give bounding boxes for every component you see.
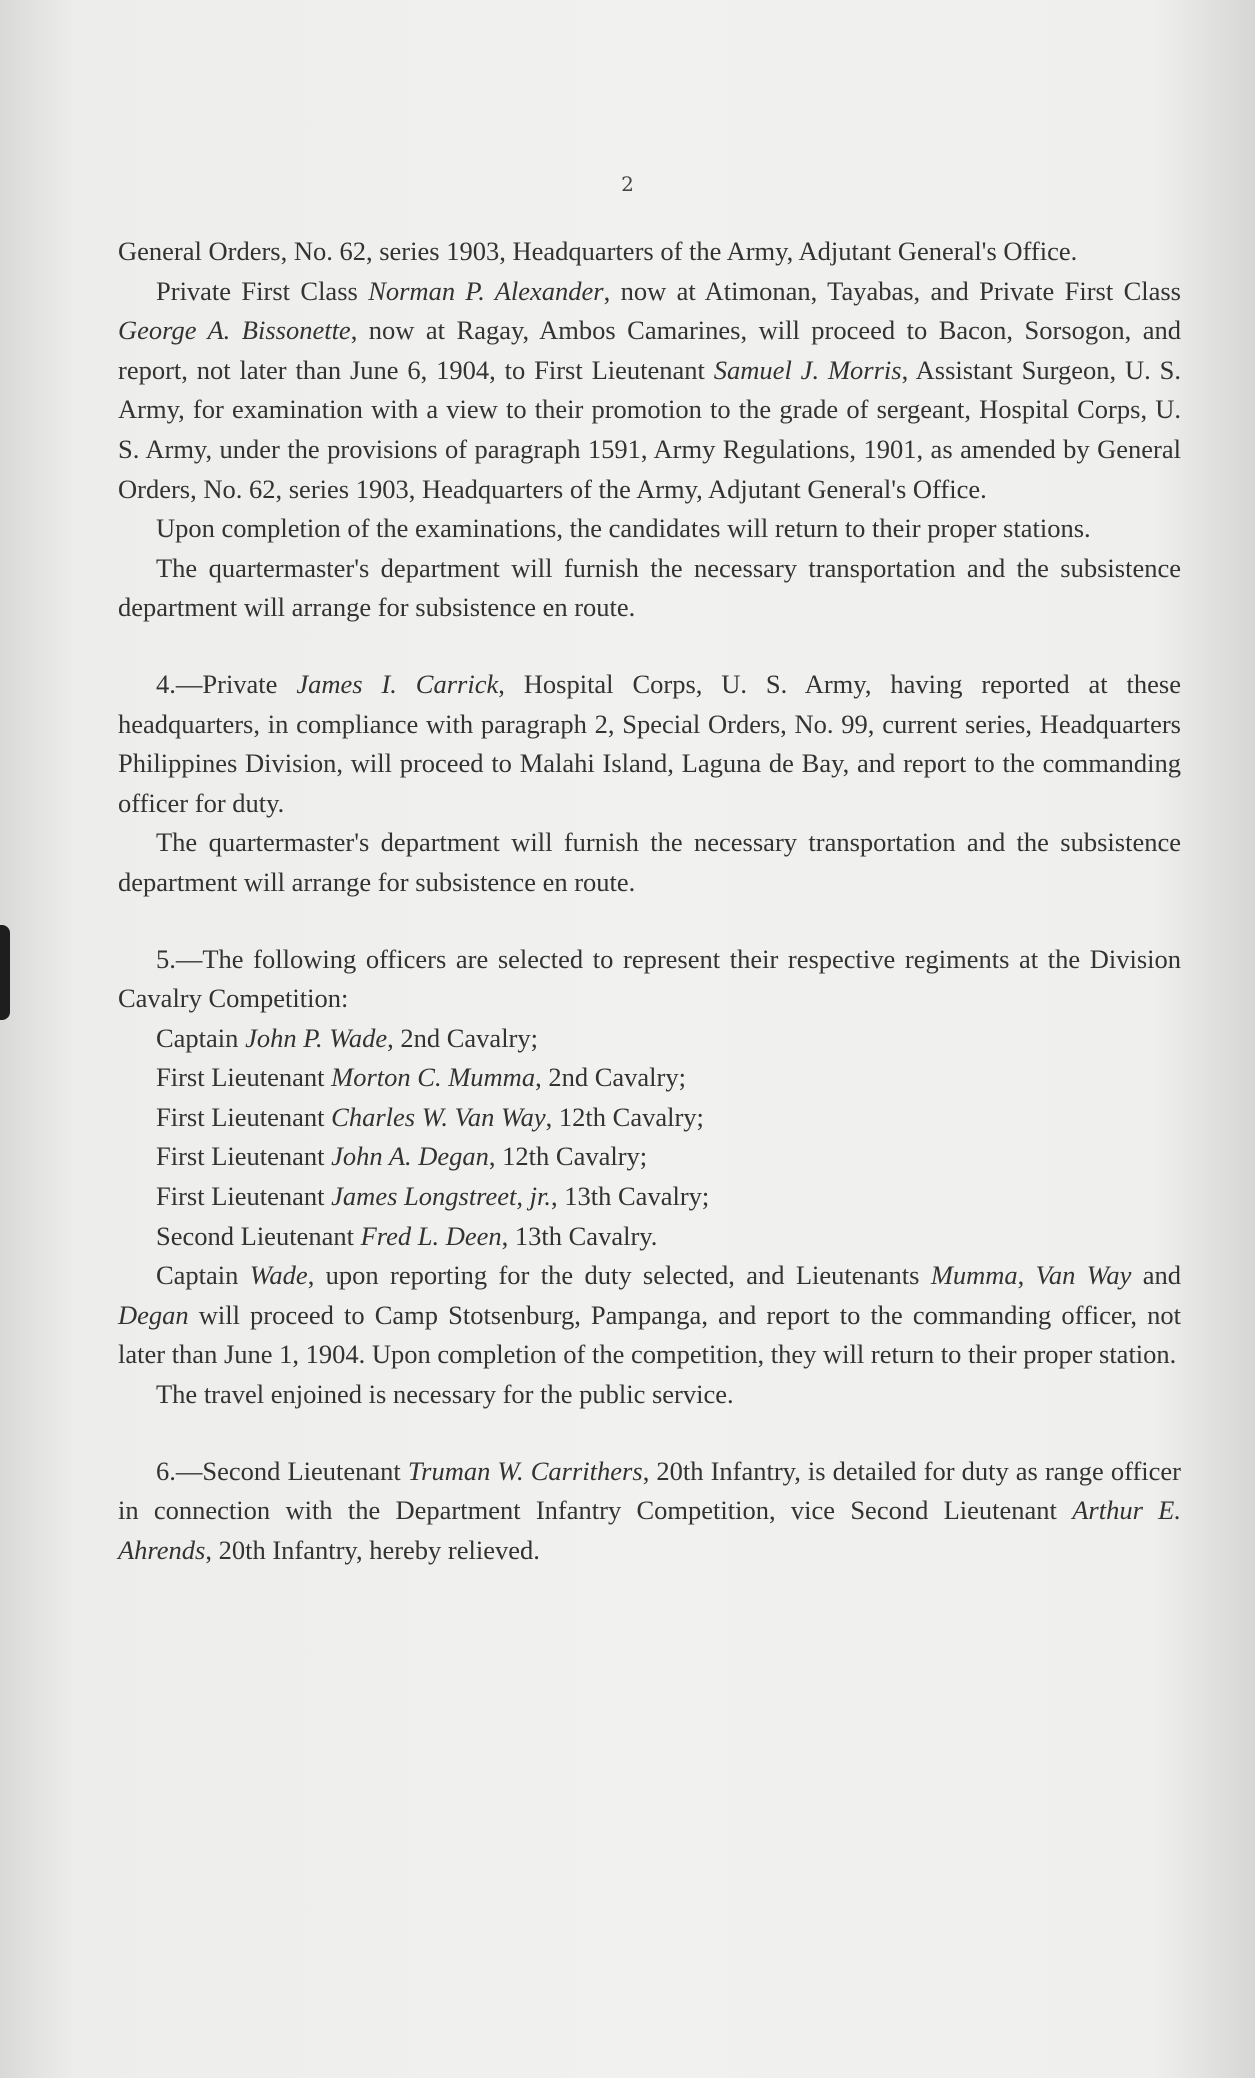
paragraph-4-transport: The quartermaster's department will furnish the necessary transportation and the subsistence department will arrange for subsistence en route. [118, 827, 1181, 897]
paragraph-5-intro: 5.—The following officers are selected to represent their respective regiments at the Division Cavalry Competition: [118, 943, 1181, 1014]
paragraph-5-travel: The travel enjoined is necessary for the public service. [156, 1379, 734, 1410]
officer-list-item: First Lieutenant James Longstreet, jr., 13th Cavalry; [156, 1181, 710, 1212]
document-body [118, 232, 1181, 1570]
person-name: James I. Carrick [296, 668, 499, 699]
person-name: Truman W. Carrithers [407, 1455, 643, 1486]
officer-list-item: First Lieutenant Morton C. Mumma, 2nd Cavalry; [156, 1062, 686, 1093]
page-number: 2 [621, 172, 634, 196]
person-name: George A. Bissonette [118, 315, 351, 346]
paragraph-continuation: General Orders, No. 62, series 1903, Headquarters of the Army, Adjutant General's Office. [118, 236, 1078, 266]
paragraph-4: 4.—Private James I. Carrick, Hospital Corps, U. S. Army, having reported at these headquarters, in compliance with paragraph 2, Special Orders, No. 99, current series, Headquarters Philippines Division, will proceed to Malahi Island, Laguna de Bay, and report to the commanding officer for duty. [118, 668, 1181, 818]
paragraph-3-examination: Private First Class Norman P. Alexander, now at Atimonan, Tayabas, and Private First Class George A. Bissonette, now at Ragay, Ambos Camarines, will proceed to Bacon, Sorsogon, and report, not later than June 6, 1904, to First Lieutenant Samuel J. Morris, Assistant Surgeon, U. S. Army, for examination with a view to their promotion to the grade of sergeant, Hospital Corps, U. S. Army, under the provisions of paragraph 1591, Army Regulations, 1901, as amended by General Orders, No. 62, series 1903, Headquarters of the Army, Adjutant General's Office. [118, 275, 1182, 504]
officer-list-item: First Lieutenant Charles W. Van Way, 12th Cavalry; [156, 1101, 704, 1132]
officer-list-item: First Lieutenant John A. Degan, 12th Cavalry; [156, 1141, 648, 1172]
paragraph-6: 6.—Second Lieutenant Truman W. Carrithers, 20th Infantry, is detailed for duty as range officer in connection with the Department Infantry Competition, vice Second Lieutenant Arthur E. Ahrends, 20th Infantry, hereby relieved. [118, 1455, 1181, 1565]
person-name: Norman P. Alexander [368, 275, 604, 306]
officer-list-item: Captain John P. Wade, 2nd Cavalry; [156, 1022, 538, 1053]
person-name: Samuel J. Morris [713, 354, 902, 385]
binding-shadow [0, 925, 10, 1020]
person-name: Arthur E. Ahrends [118, 1495, 1181, 1565]
paragraph-5-orders: Captain Wade, upon reporting for the duty selected, and Lieutenants Mumma, Van Way and Degan will proceed to Camp Stotsenburg, Pampanga, and report to the commanding officer, not later than June 1, 1904. Upon completion of the competition, they will return to their proper station. [118, 1260, 1182, 1370]
paragraph-3-transport: The quartermaster's department will furnish the necessary transportation and the subsistence department will arrange for subsistence en route. [118, 552, 1181, 623]
officer-list-item: Second Lieutenant Fred L. Deen, 13th Cavalry. [156, 1220, 658, 1251]
paragraph-3-return: Upon completion of the examinations, the candidates will return to their proper stations. [156, 513, 1091, 544]
officer-list [118, 1019, 1181, 1257]
